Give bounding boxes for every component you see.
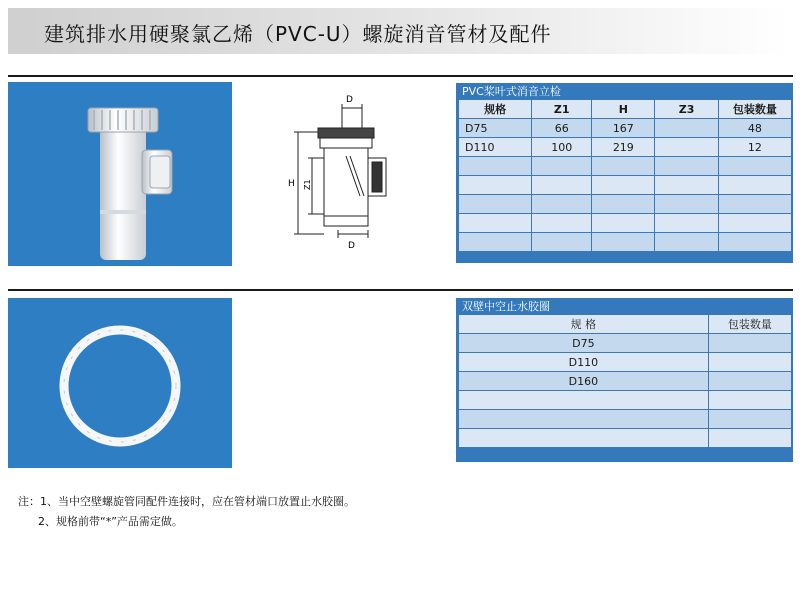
col-header: H bbox=[592, 100, 655, 119]
table-cell bbox=[655, 138, 718, 157]
table-cell: 100 bbox=[532, 138, 592, 157]
table-cell: 66 bbox=[532, 119, 592, 138]
table-row bbox=[459, 119, 792, 138]
table-row bbox=[459, 372, 792, 391]
table-cell: D75 bbox=[459, 334, 709, 353]
table-cell: D75 bbox=[459, 119, 532, 138]
table-row bbox=[459, 353, 792, 372]
table-row bbox=[459, 429, 792, 448]
page-title: 建筑排水用硬聚氯乙烯（PVC-U）螺旋消音管材及配件 bbox=[44, 22, 552, 46]
tee-cross-section-drawing bbox=[250, 84, 446, 254]
section-divider bbox=[8, 75, 793, 77]
dim-d-bottom-label: D bbox=[348, 241, 355, 251]
table-cell: 12 bbox=[718, 138, 791, 157]
table-cell: D160 bbox=[459, 372, 709, 391]
section-divider bbox=[8, 289, 793, 291]
col-header: Z3 bbox=[655, 100, 718, 119]
col-header: 包装数量 bbox=[708, 315, 791, 334]
table2-heading: 双壁中空止水胶圈 bbox=[462, 300, 550, 313]
table-row bbox=[459, 138, 792, 157]
table1-heading: PVC桨叶式消音立检 bbox=[462, 85, 561, 98]
table-row bbox=[459, 334, 792, 353]
table2-grid bbox=[458, 314, 792, 448]
col-header: 规 格 bbox=[459, 315, 709, 334]
dim-d-top-label: D bbox=[346, 95, 353, 105]
table-row bbox=[459, 214, 792, 233]
silencer-tee-photo bbox=[8, 82, 232, 266]
notes bbox=[18, 492, 355, 532]
technical-drawing bbox=[250, 84, 446, 254]
table-row bbox=[459, 176, 792, 195]
table1-grid bbox=[458, 99, 792, 252]
seal-ring-photo bbox=[8, 298, 232, 468]
table-row bbox=[459, 195, 792, 214]
table-row bbox=[459, 157, 792, 176]
table-row bbox=[459, 391, 792, 410]
dim-h-label: H bbox=[288, 179, 295, 189]
table-cell: 167 bbox=[592, 119, 655, 138]
product-photo-seal-ring bbox=[8, 298, 232, 468]
col-header: Z1 bbox=[532, 100, 592, 119]
product-photo-silencer-tee bbox=[8, 82, 232, 266]
table-cell: D110 bbox=[459, 138, 532, 157]
note-line-1: 注：1、当中空壁螺旋管同配件连接时，应在管材端口放置止水胶圈。 bbox=[18, 495, 355, 508]
col-header: 规格 bbox=[459, 100, 532, 119]
table-cell bbox=[655, 119, 718, 138]
table-cell: 219 bbox=[592, 138, 655, 157]
table1-header-row bbox=[459, 100, 792, 119]
spec-table-2 bbox=[456, 298, 793, 462]
col-header: 包装数量 bbox=[718, 100, 791, 119]
title-bar bbox=[8, 8, 790, 54]
table-cell: 48 bbox=[718, 119, 791, 138]
table-cell: D110 bbox=[459, 353, 709, 372]
table-row bbox=[459, 410, 792, 429]
dim-z1-label: Z1 bbox=[303, 179, 312, 190]
note-line-2: 2、规格前带“*”产品需定做。 bbox=[38, 515, 183, 528]
table-row bbox=[459, 233, 792, 252]
table2-header-row bbox=[459, 315, 792, 334]
spec-table-1 bbox=[456, 83, 793, 263]
